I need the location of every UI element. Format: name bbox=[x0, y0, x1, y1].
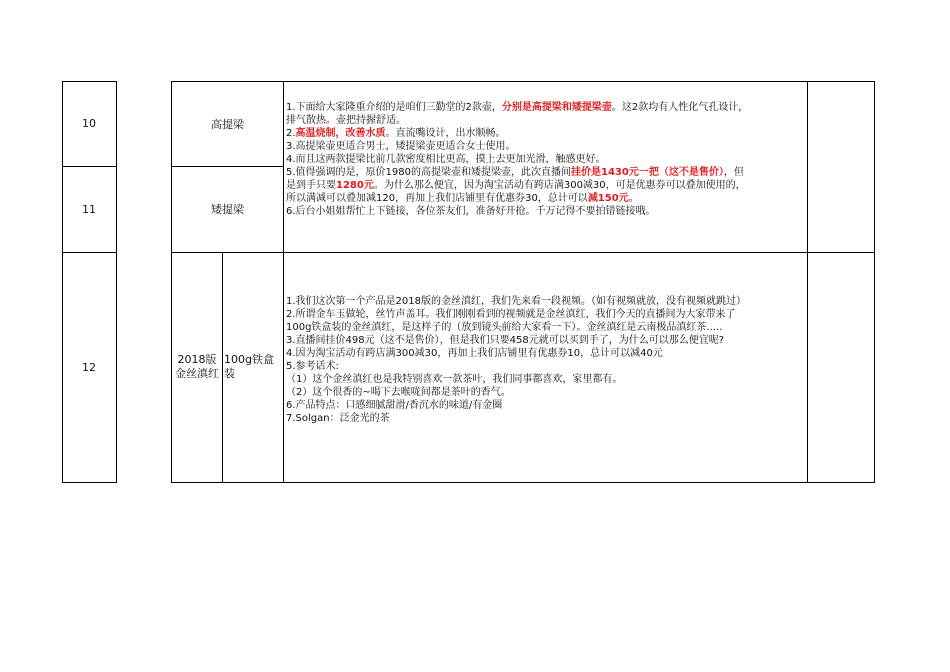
product-spec-line: 装 bbox=[224, 367, 235, 380]
row-number: 12 bbox=[82, 361, 96, 374]
text: 是到手只要 bbox=[286, 180, 336, 191]
border bbox=[171, 166, 284, 167]
highlight-text: 1280元 bbox=[336, 180, 374, 191]
border bbox=[62, 252, 117, 253]
script-line bbox=[286, 127, 806, 140]
text: 2. bbox=[286, 128, 296, 139]
script-line: （2）这个很香的~喝下去喉咙间都是茶叶的香气。 bbox=[286, 387, 511, 398]
script-line: 6.产品特点：口感细腻甜滑/香沉水的味道/有金圈 bbox=[286, 400, 503, 411]
text: 5.值得强调的是，原价1980的高提梁壶和矮提梁壶，此次直播间 bbox=[286, 167, 571, 178]
product-spec-line: 100g铁盒 bbox=[224, 353, 274, 366]
script-line bbox=[286, 101, 806, 114]
text: ，但 bbox=[723, 167, 744, 178]
product-spec bbox=[224, 353, 282, 381]
highlight-text: 高温烧制，改善水质 bbox=[295, 128, 386, 139]
border bbox=[171, 81, 875, 82]
border bbox=[222, 252, 223, 483]
text: 。 bbox=[628, 193, 639, 204]
highlight-text: 分别是高提梁和矮提梁壶 bbox=[501, 102, 612, 113]
script-text-block bbox=[286, 101, 806, 218]
highlight-text: 减150元 bbox=[587, 193, 629, 204]
script-line: 7.Solgan：泛金光的茶 bbox=[286, 413, 390, 424]
script-line: （1）这个金丝滇红也是我特别喜欢一款茶叶，我们同事都喜欢，家里都有。 bbox=[286, 374, 623, 385]
script-line: 排气散热。壶把持握舒适。 bbox=[286, 115, 406, 126]
product-name bbox=[172, 353, 222, 381]
script-line: 6.后台小姐姐帮忙上下链接，各位茶友们，准备好开抢。千万记得不要拍错链接哦。 bbox=[286, 206, 656, 217]
product-name-line: 2018版 bbox=[177, 353, 217, 366]
border bbox=[62, 81, 63, 483]
border bbox=[62, 81, 117, 82]
script-line: 3.高提梁壶更适合男士，矮提梁壶更适合女士使用。 bbox=[286, 141, 516, 152]
script-line bbox=[286, 192, 806, 205]
product-name-line: 金丝滇红 bbox=[175, 367, 219, 380]
border bbox=[171, 252, 875, 253]
border bbox=[283, 81, 284, 483]
border bbox=[874, 81, 875, 483]
script-line: 3.直播间挂价498元（这不是售价），但是我们只要458元就可以买到手了，为什么可以那么便宜呢? bbox=[286, 335, 725, 346]
row-number: 10 bbox=[82, 117, 96, 130]
script-line: 4.因为淘宝活动有跨店满300减30，再加上我们店铺里有优惠券10，总计可以减40元 bbox=[286, 348, 663, 359]
script-text-block bbox=[286, 295, 806, 425]
text: 。为什么那么便宜，因为淘宝活动有跨店满300减30，可是优惠券可以叠加使用的， bbox=[373, 180, 746, 191]
script-line bbox=[286, 179, 806, 192]
script-line: 2.所谓金车玉做轮，丝竹声盖耳。我们刚刚看到的视频就是金丝滇红，我们今天的直播间为大家带来了 bbox=[286, 309, 736, 320]
border bbox=[171, 81, 172, 483]
border bbox=[171, 482, 875, 483]
script-line: 5.参考话术: bbox=[286, 361, 339, 372]
product-name: 高提梁 bbox=[211, 118, 244, 131]
text: 1.下面给大家隆重介绍的是咱们三勤堂的2款壶， bbox=[286, 102, 502, 113]
script-line: 4.而且这两款提梁比前几款密度相比更高，摸上去更加光滑，触感更好。 bbox=[286, 154, 606, 165]
text: 所以满减可以叠加减120，再加上我们店铺里有优惠券30，总计可以 bbox=[286, 193, 588, 204]
highlight-text: 挂价是1430元一把（这不是售价） bbox=[571, 167, 724, 178]
border bbox=[116, 81, 117, 483]
script-line bbox=[286, 166, 806, 179]
script-line: 100g铁盒装的金丝滇红，是这样子的（放到镜头前给大家看一下）。金丝滇红是云南极品滇红茶..... bbox=[286, 322, 723, 333]
script-line: 1.我们这次第一个产品是2018版的金丝滇红，我们先来看一段视频。（如有视频就放，没有视频就跳过） bbox=[286, 296, 746, 307]
border bbox=[807, 81, 808, 483]
product-name: 矮提梁 bbox=[211, 203, 244, 216]
text: 。这2款均有人性化气孔设计， bbox=[611, 102, 749, 113]
row-number: 11 bbox=[82, 203, 96, 216]
border bbox=[62, 166, 117, 167]
text: 。直流嘴设计，出水顺畅。 bbox=[385, 128, 506, 139]
border bbox=[62, 482, 117, 483]
